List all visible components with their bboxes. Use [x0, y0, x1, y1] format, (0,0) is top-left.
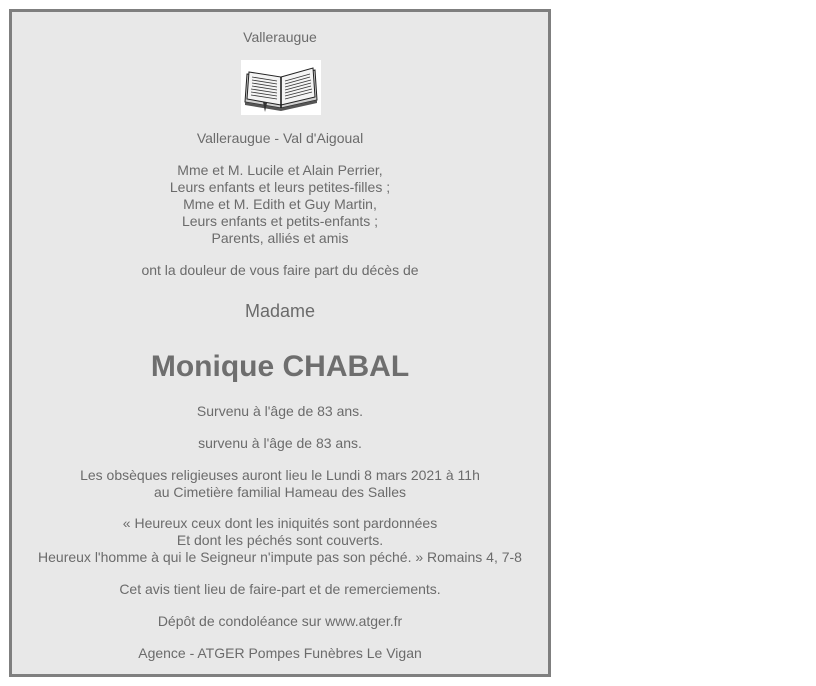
family-list	[12, 162, 548, 247]
family-line: Leurs enfants et petits-enfants ;	[181, 213, 379, 229]
notice-text: Cet avis tient lieu de faire-part et de remerciements.	[119, 581, 441, 597]
announcement-text: ont la douleur de vous faire part du décès de	[141, 262, 419, 278]
place-line: Valleraugue - Val d'Aigoual	[196, 130, 364, 146]
funeral-line: au Cimetière familial Hameau des Salles	[153, 484, 407, 500]
verse-line: « Heureux ceux dont les iniquités sont pardonnées	[122, 515, 438, 531]
bible-verse	[12, 515, 548, 566]
family-line: Mme et M. Edith et Guy Martin,	[183, 196, 377, 212]
condolence-text: Dépôt de condoléance sur www.atger.fr	[157, 613, 403, 629]
open-book-icon	[241, 60, 321, 115]
verse-line: Heureux l'homme à qui le Seigneur n'impute pas son péché. » Romains 4, 7-8	[38, 549, 522, 565]
header-town: Valleraugue	[243, 29, 317, 45]
deceased-name: Monique CHABAL	[150, 350, 410, 383]
age-line: Survenu à l'âge de 83 ans.	[196, 403, 364, 419]
family-line: Leurs enfants et leurs petites-filles ;	[169, 179, 391, 195]
funeral-line: Les obsèques religieuses auront lieu le Lundi 8 mars 2021 à 11h	[80, 467, 480, 483]
obituary-notice	[9, 9, 551, 677]
title-madame: Madame	[244, 301, 316, 321]
family-line: Mme et M. Lucile et Alain Perrier,	[177, 162, 383, 178]
age-line-repeat: survenu à l'âge de 83 ans.	[198, 435, 362, 451]
agency-text: Agence - ATGER Pompes Funèbres Le Vigan	[138, 645, 422, 661]
verse-line: Et dont les péchés sont couverts.	[176, 532, 384, 548]
family-line: Parents, alliés et amis	[211, 230, 349, 246]
funeral-details	[12, 467, 548, 501]
